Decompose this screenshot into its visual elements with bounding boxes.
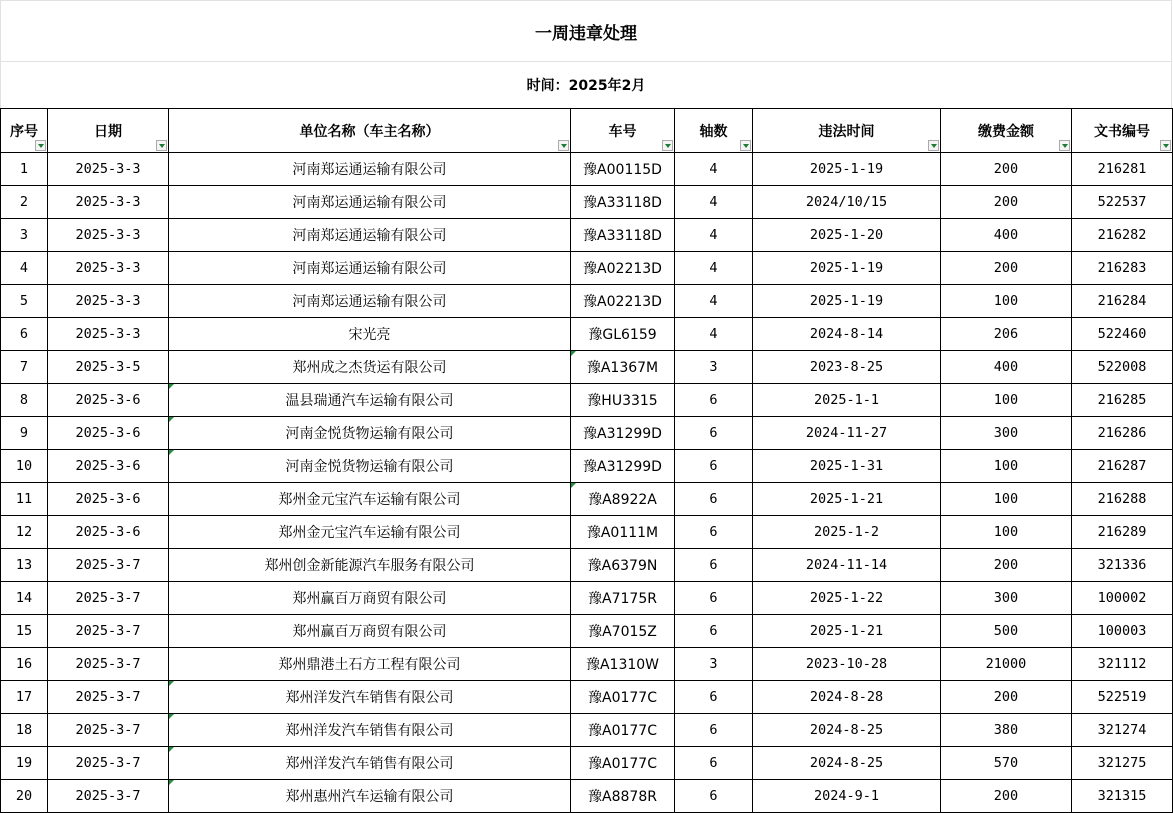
- cell-doc-number[interactable]: 522537: [1072, 186, 1173, 219]
- cell-company[interactable]: 郑州赢百万商贸有限公司: [169, 615, 571, 648]
- table-body: [1, 153, 1173, 813]
- cell-doc-number[interactable]: 321275: [1072, 747, 1173, 780]
- cell-date[interactable]: 2025-3-7: [48, 582, 169, 615]
- cell-date[interactable]: 2025-3-3: [48, 219, 169, 252]
- sheet-title[interactable]: 一周违章处理: [0, 0, 1172, 61]
- cell-index[interactable]: 16: [1, 648, 48, 681]
- table-row: [1, 681, 1173, 714]
- cell-plate[interactable]: 豫GL6159: [571, 318, 675, 351]
- cell-index[interactable]: 5: [1, 285, 48, 318]
- cell-axles[interactable]: 6: [675, 714, 753, 747]
- cell-index[interactable]: 10: [1, 450, 48, 483]
- table-row: [1, 318, 1173, 351]
- header-label: 日期: [94, 123, 122, 140]
- cell-index[interactable]: 4: [1, 252, 48, 285]
- cell-axles[interactable]: 3: [675, 648, 753, 681]
- header-cell-date[interactable]: [48, 109, 169, 153]
- cell-plate[interactable]: 豫HU3315: [571, 384, 675, 417]
- cell-axles[interactable]: 6: [675, 780, 753, 813]
- cell-violation-time[interactable]: 2025-1-20: [753, 219, 941, 252]
- cell-amount[interactable]: 100: [941, 285, 1072, 318]
- cell-date[interactable]: 2025-3-6: [48, 483, 169, 516]
- cell-plate[interactable]: 豫A00115D: [571, 153, 675, 186]
- cell-index[interactable]: 8: [1, 384, 48, 417]
- cell-violation-time[interactable]: 2025-1-22: [753, 582, 941, 615]
- cell-violation-time[interactable]: 2024-9-1: [753, 780, 941, 813]
- filter-dropdown-icon[interactable]: [558, 140, 569, 151]
- cell-date[interactable]: 2025-3-7: [48, 648, 169, 681]
- cell-violation-time[interactable]: 2024-8-25: [753, 714, 941, 747]
- cell-plate[interactable]: 豫A8922A: [571, 483, 675, 516]
- header-cell-violation-time[interactable]: [753, 109, 941, 153]
- cell-amount[interactable]: 300: [941, 582, 1072, 615]
- cell-date[interactable]: 2025-3-6: [48, 450, 169, 483]
- table-row: [1, 285, 1173, 318]
- header-label: 序号: [10, 123, 38, 140]
- cell-comment-marker-icon: [169, 747, 174, 752]
- cell-axles[interactable]: 6: [675, 483, 753, 516]
- cell-comment-marker-icon: [169, 384, 174, 389]
- cell-violation-time[interactable]: 2025-1-21: [753, 615, 941, 648]
- cell-amount[interactable]: 200: [941, 186, 1072, 219]
- table-row: [1, 483, 1173, 516]
- header-label: 缴费金额: [978, 123, 1034, 140]
- cell-date[interactable]: 2025-3-3: [48, 285, 169, 318]
- cell-amount[interactable]: 100: [941, 450, 1072, 483]
- cell-index[interactable]: 13: [1, 549, 48, 582]
- cell-doc-number[interactable]: 216283: [1072, 252, 1173, 285]
- filter-dropdown-icon[interactable]: [662, 140, 673, 151]
- cell-comment-marker-icon: [169, 681, 174, 686]
- filter-dropdown-icon[interactable]: [35, 140, 46, 151]
- table-row: [1, 417, 1173, 450]
- cell-date[interactable]: 2025-3-7: [48, 549, 169, 582]
- cell-violation-time[interactable]: 2025-1-21: [753, 483, 941, 516]
- filter-dropdown-icon[interactable]: [1059, 140, 1070, 151]
- cell-doc-number[interactable]: 100003: [1072, 615, 1173, 648]
- cell-plate[interactable]: 豫A6379N: [571, 549, 675, 582]
- cell-amount[interactable]: 206: [941, 318, 1072, 351]
- cell-company[interactable]: 河南郑运通运输有限公司: [169, 186, 571, 219]
- cell-amount[interactable]: 200: [941, 252, 1072, 285]
- cell-violation-time[interactable]: 2024-11-14: [753, 549, 941, 582]
- cell-violation-time[interactable]: 2025-1-31: [753, 450, 941, 483]
- cell-doc-number[interactable]: 321315: [1072, 780, 1173, 813]
- cell-violation-time[interactable]: 2023-10-28: [753, 648, 941, 681]
- cell-index[interactable]: 9: [1, 417, 48, 450]
- cell-comment-marker-icon: [169, 780, 174, 785]
- header-label: 车号: [608, 123, 637, 140]
- cell-date[interactable]: 2025-3-3: [48, 252, 169, 285]
- cell-plate[interactable]: 豫A8878R: [571, 780, 675, 813]
- cell-axles[interactable]: 6: [675, 615, 753, 648]
- cell-company[interactable]: 河南郑运通运输有限公司: [169, 252, 571, 285]
- cell-index[interactable]: 19: [1, 747, 48, 780]
- header-cell-company[interactable]: [169, 109, 571, 153]
- cell-axles[interactable]: 4: [675, 219, 753, 252]
- cell-axles[interactable]: 4: [675, 252, 753, 285]
- cell-violation-time[interactable]: 2024-8-25: [753, 747, 941, 780]
- cell-date[interactable]: 2025-3-6: [48, 384, 169, 417]
- cell-index[interactable]: 14: [1, 582, 48, 615]
- cell-violation-time[interactable]: 2024-8-28: [753, 681, 941, 714]
- cell-amount[interactable]: 380: [941, 714, 1072, 747]
- cell-plate[interactable]: 豫A1310W: [571, 648, 675, 681]
- cell-plate[interactable]: 豫A31299D: [571, 417, 675, 450]
- cell-doc-number[interactable]: 216284: [1072, 285, 1173, 318]
- header-label: 违法时间: [818, 123, 875, 140]
- table-row: [1, 516, 1173, 549]
- cell-doc-number[interactable]: 216286: [1072, 417, 1173, 450]
- cell-doc-number[interactable]: 216281: [1072, 153, 1173, 186]
- cell-amount[interactable]: 200: [941, 153, 1072, 186]
- cell-date[interactable]: 2025-3-3: [48, 186, 169, 219]
- cell-date[interactable]: 2025-3-7: [48, 780, 169, 813]
- cell-index[interactable]: 12: [1, 516, 48, 549]
- cell-comment-marker-icon: [571, 351, 576, 356]
- cell-date[interactable]: 2025-3-3: [48, 318, 169, 351]
- cell-axles[interactable]: 6: [675, 582, 753, 615]
- cell-doc-number[interactable]: 216285: [1072, 384, 1173, 417]
- cell-doc-number[interactable]: 522519: [1072, 681, 1173, 714]
- table-row: [1, 351, 1173, 384]
- cell-plate[interactable]: 豫A33118D: [571, 186, 675, 219]
- header-label: 文书编号: [1094, 123, 1150, 140]
- cell-plate[interactable]: 豫A0177C: [571, 747, 675, 780]
- table-row: [1, 615, 1173, 648]
- table-row: [1, 549, 1173, 582]
- filter-dropdown-icon[interactable]: [1160, 140, 1171, 151]
- cell-company[interactable]: 郑州金元宝汽车运输有限公司: [169, 483, 571, 516]
- cell-index[interactable]: 2: [1, 186, 48, 219]
- table-row: [1, 186, 1173, 219]
- cell-company[interactable]: 温县瑞通汽车运输有限公司: [169, 384, 571, 417]
- cell-company[interactable]: 郑州成之杰货运有限公司: [169, 351, 571, 384]
- cell-date[interactable]: 2025-3-7: [48, 615, 169, 648]
- cell-violation-time[interactable]: 2024-11-27: [753, 417, 941, 450]
- cell-violation-time[interactable]: 2024/10/15: [753, 186, 941, 219]
- table-row: [1, 153, 1173, 186]
- cell-comment-marker-icon: [169, 417, 174, 422]
- cell-amount[interactable]: 200: [941, 681, 1072, 714]
- cell-plate[interactable]: 豫A7175R: [571, 582, 675, 615]
- filter-dropdown-icon[interactable]: [740, 140, 751, 151]
- cell-amount[interactable]: 400: [941, 351, 1072, 384]
- cell-doc-number[interactable]: 522008: [1072, 351, 1173, 384]
- cell-doc-number[interactable]: 100002: [1072, 582, 1173, 615]
- cell-company[interactable]: 河南郑运通运输有限公司: [169, 153, 571, 186]
- cell-plate[interactable]: 豫A33118D: [571, 219, 675, 252]
- cell-comment-marker-icon: [571, 483, 576, 488]
- header-cell-amount[interactable]: [941, 109, 1072, 153]
- cell-axles[interactable]: 4: [675, 153, 753, 186]
- cell-plate[interactable]: 豫A02213D: [571, 252, 675, 285]
- cell-plate[interactable]: 豫A31299D: [571, 450, 675, 483]
- filter-dropdown-icon[interactable]: [156, 140, 167, 151]
- cell-amount[interactable]: 500: [941, 615, 1072, 648]
- cell-plate[interactable]: 豫A0111M: [571, 516, 675, 549]
- cell-index[interactable]: 17: [1, 681, 48, 714]
- cell-violation-time[interactable]: 2024-8-14: [753, 318, 941, 351]
- cell-plate[interactable]: 豫A1367M: [571, 351, 675, 384]
- header-cell-doc-number[interactable]: [1072, 109, 1173, 153]
- cell-date[interactable]: 2025-3-5: [48, 351, 169, 384]
- cell-violation-time[interactable]: 2025-1-19: [753, 285, 941, 318]
- cell-amount[interactable]: 300: [941, 417, 1072, 450]
- cell-index[interactable]: 18: [1, 714, 48, 747]
- cell-doc-number[interactable]: 216282: [1072, 219, 1173, 252]
- cell-axles[interactable]: 6: [675, 681, 753, 714]
- cell-company[interactable]: 河南金悦货物运输有限公司: [169, 417, 571, 450]
- cell-violation-time[interactable]: 2025-1-1: [753, 384, 941, 417]
- cell-index[interactable]: 1: [1, 153, 48, 186]
- cell-date[interactable]: 2025-3-6: [48, 516, 169, 549]
- cell-amount[interactable]: 400: [941, 219, 1072, 252]
- cell-amount[interactable]: 200: [941, 549, 1072, 582]
- cell-company[interactable]: 郑州洋发汽车销售有限公司: [169, 681, 571, 714]
- violations-table: [0, 108, 1173, 813]
- cell-company[interactable]: 河南金悦货物运输有限公司: [169, 450, 571, 483]
- cell-comment-marker-icon: [169, 450, 174, 455]
- cell-amount[interactable]: 21000: [941, 648, 1072, 681]
- cell-company[interactable]: 宋光亮: [169, 318, 571, 351]
- cell-index[interactable]: 15: [1, 615, 48, 648]
- cell-amount[interactable]: 200: [941, 780, 1072, 813]
- table-row: [1, 714, 1173, 747]
- cell-date[interactable]: 2025-3-3: [48, 153, 169, 186]
- cell-company[interactable]: 河南郑运通运输有限公司: [169, 219, 571, 252]
- cell-axles[interactable]: 6: [675, 417, 753, 450]
- table-row: [1, 780, 1173, 813]
- header-label: 单位名称（车主名称）: [299, 123, 440, 140]
- cell-plate[interactable]: 豫A0177C: [571, 714, 675, 747]
- cell-company[interactable]: 郑州洋发汽车销售有限公司: [169, 714, 571, 747]
- cell-amount[interactable]: 100: [941, 483, 1072, 516]
- cell-date[interactable]: 2025-3-6: [48, 417, 169, 450]
- cell-violation-time[interactable]: 2025-1-2: [753, 516, 941, 549]
- cell-date[interactable]: 2025-3-7: [48, 747, 169, 780]
- cell-doc-number[interactable]: 522460: [1072, 318, 1173, 351]
- cell-doc-number[interactable]: 321274: [1072, 714, 1173, 747]
- cell-company[interactable]: 郑州鼎港土石方工程有限公司: [169, 648, 571, 681]
- cell-index[interactable]: 3: [1, 219, 48, 252]
- cell-amount[interactable]: 100: [941, 516, 1072, 549]
- cell-company[interactable]: 郑州洋发汽车销售有限公司: [169, 747, 571, 780]
- cell-plate[interactable]: 豫A7015Z: [571, 615, 675, 648]
- cell-company[interactable]: 郑州惠州汽车运输有限公司: [169, 780, 571, 813]
- header-cell-plate[interactable]: [571, 109, 675, 153]
- cell-axles[interactable]: 6: [675, 747, 753, 780]
- cell-doc-number[interactable]: 321112: [1072, 648, 1173, 681]
- cell-axles[interactable]: 6: [675, 450, 753, 483]
- cell-company[interactable]: 郑州赢百万商贸有限公司: [169, 582, 571, 615]
- table-row: [1, 384, 1173, 417]
- cell-doc-number[interactable]: 216289: [1072, 516, 1173, 549]
- cell-violation-time[interactable]: 2023-8-25: [753, 351, 941, 384]
- cell-date[interactable]: 2025-3-7: [48, 714, 169, 747]
- table-row: [1, 252, 1173, 285]
- cell-date[interactable]: 2025-3-7: [48, 681, 169, 714]
- cell-doc-number[interactable]: 216288: [1072, 483, 1173, 516]
- cell-company[interactable]: 郑州创金新能源汽车服务有限公司: [169, 549, 571, 582]
- cell-violation-time[interactable]: 2025-1-19: [753, 252, 941, 285]
- header-row: [1, 109, 1173, 153]
- table-row: [1, 648, 1173, 681]
- cell-axles[interactable]: 6: [675, 549, 753, 582]
- cell-axles[interactable]: 6: [675, 516, 753, 549]
- cell-axles[interactable]: 4: [675, 186, 753, 219]
- cell-index[interactable]: 11: [1, 483, 48, 516]
- cell-amount[interactable]: 570: [941, 747, 1072, 780]
- cell-index[interactable]: 7: [1, 351, 48, 384]
- cell-axles[interactable]: 4: [675, 285, 753, 318]
- header-label: 轴数: [699, 123, 728, 140]
- table-row: [1, 582, 1173, 615]
- table-row: [1, 450, 1173, 483]
- cell-doc-number[interactable]: 321336: [1072, 549, 1173, 582]
- table-row: [1, 747, 1173, 780]
- cell-index[interactable]: 20: [1, 780, 48, 813]
- cell-comment-marker-icon: [169, 714, 174, 719]
- cell-axles[interactable]: 6: [675, 384, 753, 417]
- cell-index[interactable]: 6: [1, 318, 48, 351]
- cell-amount[interactable]: 100: [941, 384, 1072, 417]
- cell-company[interactable]: 河南郑运通运输有限公司: [169, 285, 571, 318]
- cell-plate[interactable]: 豫A02213D: [571, 285, 675, 318]
- period-label[interactable]: 时间：2025年2月: [0, 61, 1172, 108]
- cell-company[interactable]: 郑州金元宝汽车运输有限公司: [169, 516, 571, 549]
- cell-violation-time[interactable]: 2025-1-19: [753, 153, 941, 186]
- cell-plate[interactable]: 豫A0177C: [571, 681, 675, 714]
- cell-axles[interactable]: 4: [675, 318, 753, 351]
- filter-dropdown-icon[interactable]: [928, 140, 939, 151]
- cell-axles[interactable]: 3: [675, 351, 753, 384]
- cell-doc-number[interactable]: 216287: [1072, 450, 1173, 483]
- header-cell-axles[interactable]: [675, 109, 753, 153]
- table-row: [1, 219, 1173, 252]
- header-cell-index[interactable]: [1, 109, 48, 153]
